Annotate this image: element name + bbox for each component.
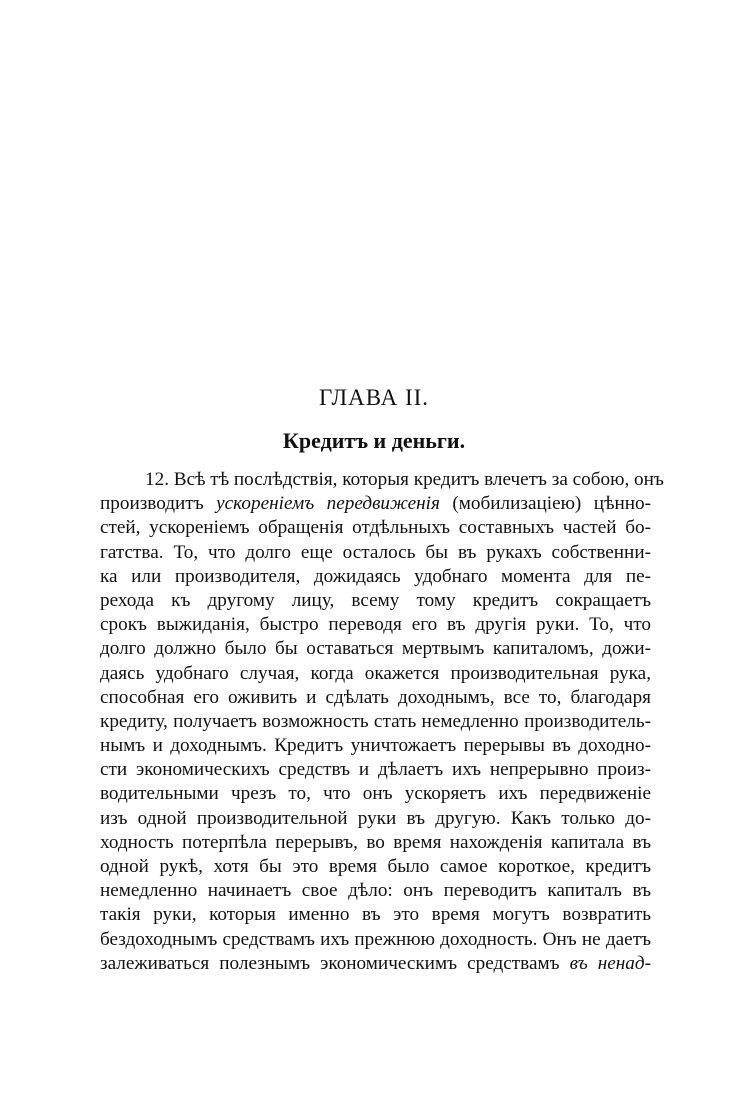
text-line-21 <box>100 952 651 976</box>
text-line-21-start: залеживаться полезнымъ экономическимъ средствамъ <box>100 952 560 974</box>
text-line-19: такія руки, которыя именно въ это время могутъ возвратить <box>100 904 651 926</box>
text-line-14: водительными чрезъ то, что онъ ускоряетъ ихъ передвиженіе <box>100 783 651 805</box>
text-line-2-end: (мобилизаціею) цѣнно- <box>452 493 652 515</box>
text-line-15: изъ одной производительной руки въ другую. Какъ только до- <box>100 807 651 829</box>
text-line-6: рехода къ другому лицу, всему тому кредитъ сокращаетъ <box>100 589 651 611</box>
text-line-4: гатства. То, что долго еще осталось бы въ рукахъ собственни- <box>100 541 651 563</box>
text-line-11: кредиту, получаетъ возможность стать немедленно производитель- <box>100 710 651 732</box>
text-line-2-start: производитъ <box>100 493 204 515</box>
text-line-1: 12. Всѣ тѣ послѣдствія, которыя кредитъ влечетъ за собою, онъ <box>145 469 664 490</box>
chapter-title: Кредитъ и деньги. <box>282 428 466 453</box>
text-line-3: стей, ускореніемъ обращенія отдѣльныхъ составныхъ частей бо- <box>100 517 651 539</box>
text-line-12: нымъ и доходнымъ. Кредитъ уничтожаетъ перерывы въ доходно- <box>100 735 651 757</box>
text-line-8: долго должно было бы оставаться мертвымъ капиталомъ, дожи- <box>100 638 651 660</box>
text-line-16: ходность потерпѣла перерывъ, во время нахожденія капитала въ <box>100 831 651 853</box>
paragraph-12 <box>100 468 664 976</box>
text-line-5: ка или производителя, дожидаясь удобнаго момента для пе- <box>100 565 651 587</box>
text-line-10: способная его оживить и сдѣлать доходнымъ, все то, благодаря <box>100 686 651 708</box>
text-line-7: срокъ выжиданія, быстро переводя его въ другія руки. То, что <box>100 614 651 636</box>
text-line-9: даясь удобнаго случая, когда окажется производительная рука, <box>100 662 651 684</box>
chapter-number-heading: ГЛАВА II. <box>318 385 430 410</box>
text-line-17: одной рукѣ, хотя бы это время было самое короткое, кредитъ <box>100 856 651 877</box>
text-line-13: сти экономическихъ средствъ и дѣлаетъ ихъ непрерывно произ- <box>100 759 651 781</box>
text-line-20: бездоходнымъ средствамъ ихъ прежнюю доходность. Онъ не даетъ <box>100 928 651 950</box>
italic-phrase: ускореніемъ передвиженія <box>216 493 440 515</box>
text-line-18: немедленно начинаетъ свое дѣло: онъ переводитъ капиталъ въ <box>100 880 651 902</box>
text-line-2 <box>100 492 651 516</box>
italic-line-end: въ ненад- <box>569 952 651 974</box>
